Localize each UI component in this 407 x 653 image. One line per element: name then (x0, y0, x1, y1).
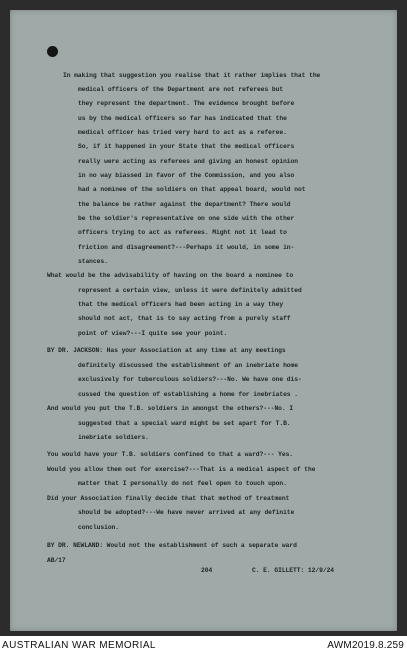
caption-bar (0, 636, 407, 653)
text-line: should be adopted?---We have never arrived at any definite (78, 509, 295, 516)
text-line: they represent the department. The evidence brought before (78, 100, 295, 107)
text-line: In making that suggestion you realise that it rather implies that the (63, 72, 321, 79)
text-line: should not act, that is to say acting from a purely staff (78, 315, 291, 322)
text-line: point of view?---I quite see your point. (78, 330, 228, 337)
text-line: medical officers of the Department are not referees but (78, 86, 284, 93)
text-line: exclusively for tuberculous soldiers?---No. We have one dis- (78, 376, 302, 383)
text-line: inebriate soldiers. (78, 434, 149, 441)
text-line: You would have your T.B. soldiers confined to that a ward?--- Yes. (47, 451, 294, 458)
signature-line: C. E. GILLETT: 12/9/24 (252, 567, 335, 574)
text-line: BY DR. NEWLAND: Would not the establishment of such a separate ward (47, 542, 297, 549)
text-line: officers trying to act as referees. Might not it lead to (78, 229, 287, 236)
text-line: in no way biassed in favor of the Commission, and you also (78, 172, 295, 179)
text-line: Did your Association finally decide that that method of treatment (47, 495, 290, 502)
text-line: friction and disagreement?---Perhaps it would, in some in- (78, 244, 295, 251)
text-line: that the medical officers had been acting in a way they (78, 301, 284, 308)
accession-number: AWM2019.8.259 (327, 640, 404, 651)
text-line: What would be the advisability of having on the board a nominee to (47, 272, 294, 279)
text-line: So, if it happened in your State that the medical officers (78, 143, 295, 150)
text-line: Would you allow them out for exercise?---That is a medical aspect of the (47, 466, 316, 473)
text-line: really were acting as referees and giving an honest opinion (78, 158, 298, 165)
text-line: cussed the question of establishing a home for inebriates . (78, 391, 298, 398)
text-line: And would you put the T.B. soldiers in amongst the others?---No. I (47, 405, 294, 412)
text-line: stances. (78, 258, 108, 265)
text-line: be the soldier's representative on one side with the other (78, 215, 295, 222)
text-line: had a nominee of the soldiers on that appeal board, would not (78, 186, 306, 193)
text-line: us by the medical officers so far has indicated that the (78, 115, 287, 122)
text-line: the balance be rather against the department? There would (78, 201, 291, 208)
text-line: suggested that a special ward might be set apart for T.B. (78, 420, 291, 427)
page-number: 204 (201, 567, 213, 574)
reference-code: AB/17 (47, 557, 66, 564)
institution-name: AUSTRALIAN WAR MEMORIAL (2, 640, 156, 651)
text-line: BY DR. JACKSON: Has your Association at any time at any meetings (47, 347, 286, 354)
text-line: matter that I personally do not feel open to touch upon. (78, 480, 287, 487)
text-line: conclusion. (78, 524, 120, 531)
text-line: definitely discussed the establishment of an inebriate home (78, 362, 298, 369)
text-line: represent a certain view, unless it were definitely admitted (78, 287, 302, 294)
text-line: medical officer has tried very hard to act as a referee. (78, 129, 287, 136)
